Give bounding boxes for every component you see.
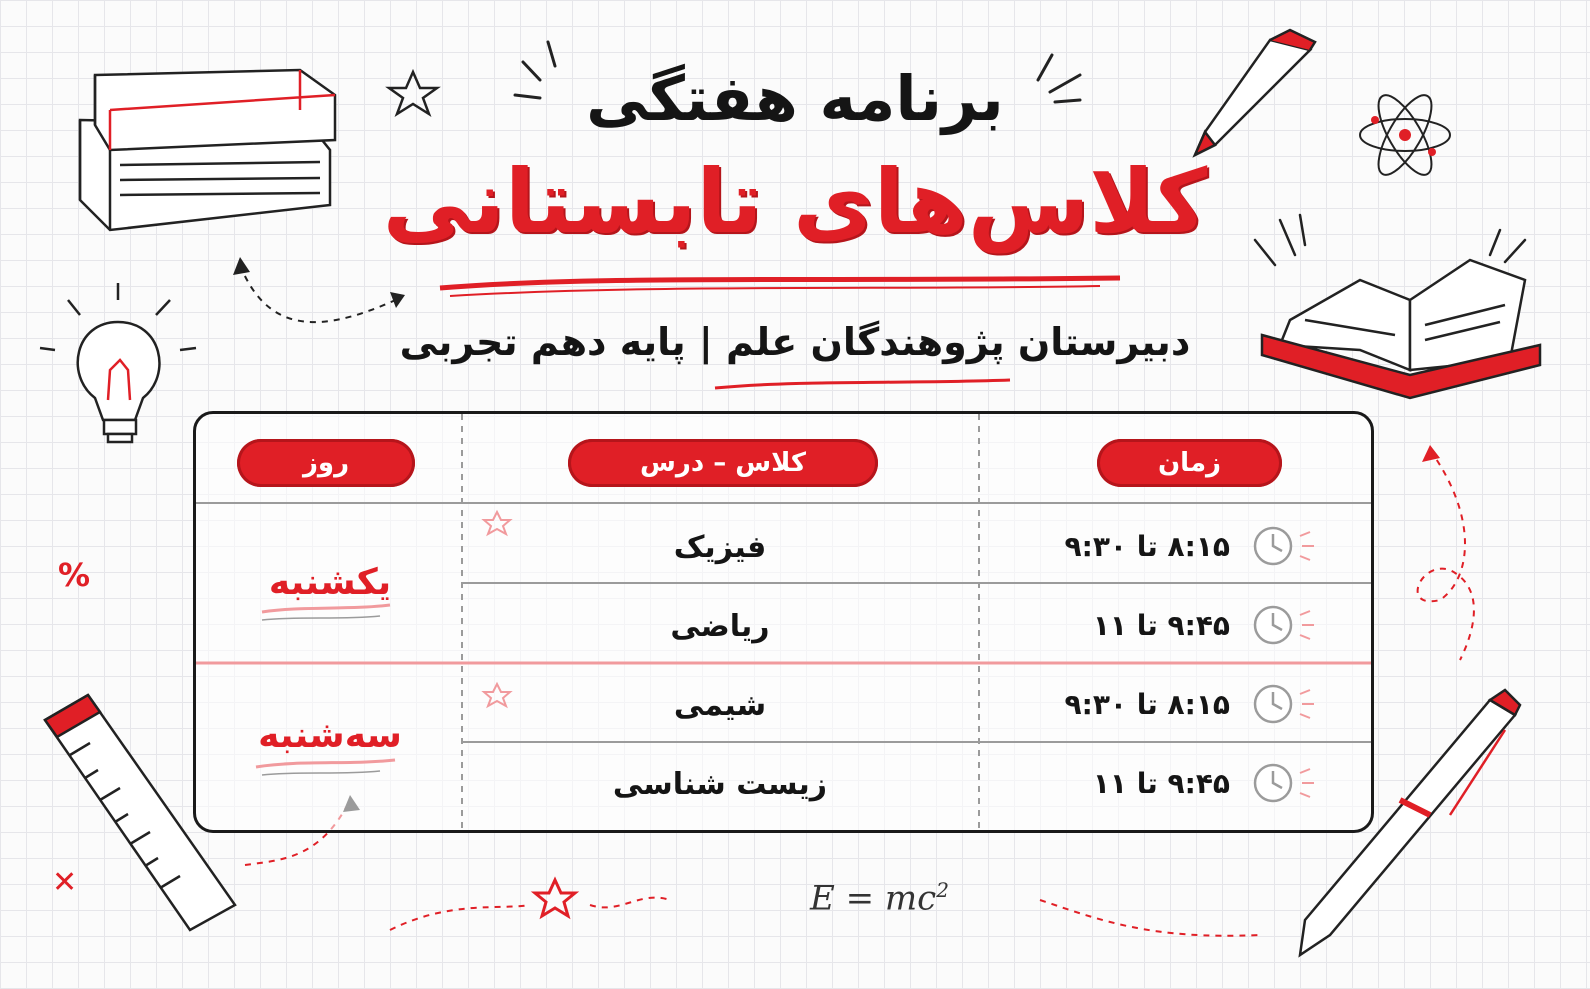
course-cell: زیست شناسی [612,767,828,802]
day-label: سه‌شنبه [258,715,402,756]
course-cell: ریاضی [670,609,770,644]
time-cell: ۹:۴۵ تا ۱۱ [1092,767,1230,800]
page-subtitle-title: کلاس‌های تابستانی [382,150,1208,253]
x-mark-icon: ✕ [52,865,78,900]
course-cell: شیمی [673,688,767,723]
day-label: یکشنبه [268,562,392,603]
time-cell: ۹:۴۵ تا ۱۱ [1092,609,1230,642]
percent-doodle: % [58,556,91,594]
page-title: برنامه هفتگی [586,62,1004,135]
bottom-star-icon [535,880,575,916]
header-time: زمان [1097,439,1282,487]
header-day: روز [237,439,415,487]
time-cell: ۸:۱۵ تا ۹:۳۰ [1064,688,1230,721]
course-cell: فیزیک [673,530,767,565]
header-course: کلاس – درس [568,439,878,487]
dashed-arrow-icon [240,265,400,322]
subtitle-underline [715,380,1010,388]
time-cell: ۸:۱۵ تا ۹:۳۰ [1064,530,1230,563]
red-dashed-arrow-icon [1418,450,1474,660]
school-grade-subtitle: دبیرستان پژوهندگان علم | پایه دهم تجربی [399,320,1191,364]
formula-doodle: $E = mc^2$ [810,878,949,919]
